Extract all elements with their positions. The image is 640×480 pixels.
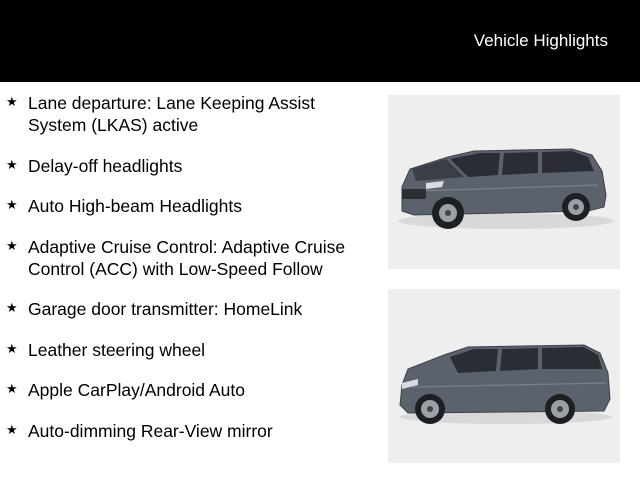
feature-item <box>6 379 376 401</box>
feature-text: Delay-off headlights <box>28 155 183 176</box>
feature-text: Garage door transmitter: HomeLink <box>28 299 303 319</box>
star-icon: ★ <box>6 95 18 110</box>
star-icon: ★ <box>6 238 18 254</box>
star-icon: ★ <box>6 341 18 357</box>
feature-text: Lane departure: Lane Keeping Assist System (LKAS) active <box>28 93 316 135</box>
minivan-front-image <box>388 95 620 269</box>
feature-item <box>6 298 376 320</box>
feature-item <box>6 236 376 280</box>
vehicle-photo-side <box>388 289 620 463</box>
feature-item <box>6 92 376 136</box>
feature-item <box>6 195 376 217</box>
star-icon: ★ <box>6 422 18 438</box>
star-icon: ★ <box>6 301 18 316</box>
feature-list <box>6 92 376 460</box>
star-icon: ★ <box>6 382 18 397</box>
page-title: Vehicle Highlights <box>473 31 608 50</box>
feature-item <box>6 420 376 442</box>
star-icon: ★ <box>6 157 18 173</box>
feature-text: Auto-dimming Rear-View mirror <box>28 420 273 441</box>
feature-text: Apple CarPlay/Android Auto <box>28 380 245 400</box>
minivan-side-image <box>388 289 620 463</box>
feature-item <box>6 339 376 361</box>
feature-text: Auto High-beam Headlights <box>28 196 243 216</box>
feature-text: Adaptive Cruise Control: Adaptive Cruise Control (ACC) with Low-Speed Follow <box>28 236 346 279</box>
feature-item <box>6 155 376 177</box>
feature-text: Leather steering wheel <box>28 339 206 360</box>
vehicle-photo-front <box>388 95 620 269</box>
header-bar <box>0 0 640 82</box>
star-icon: ★ <box>6 198 18 213</box>
